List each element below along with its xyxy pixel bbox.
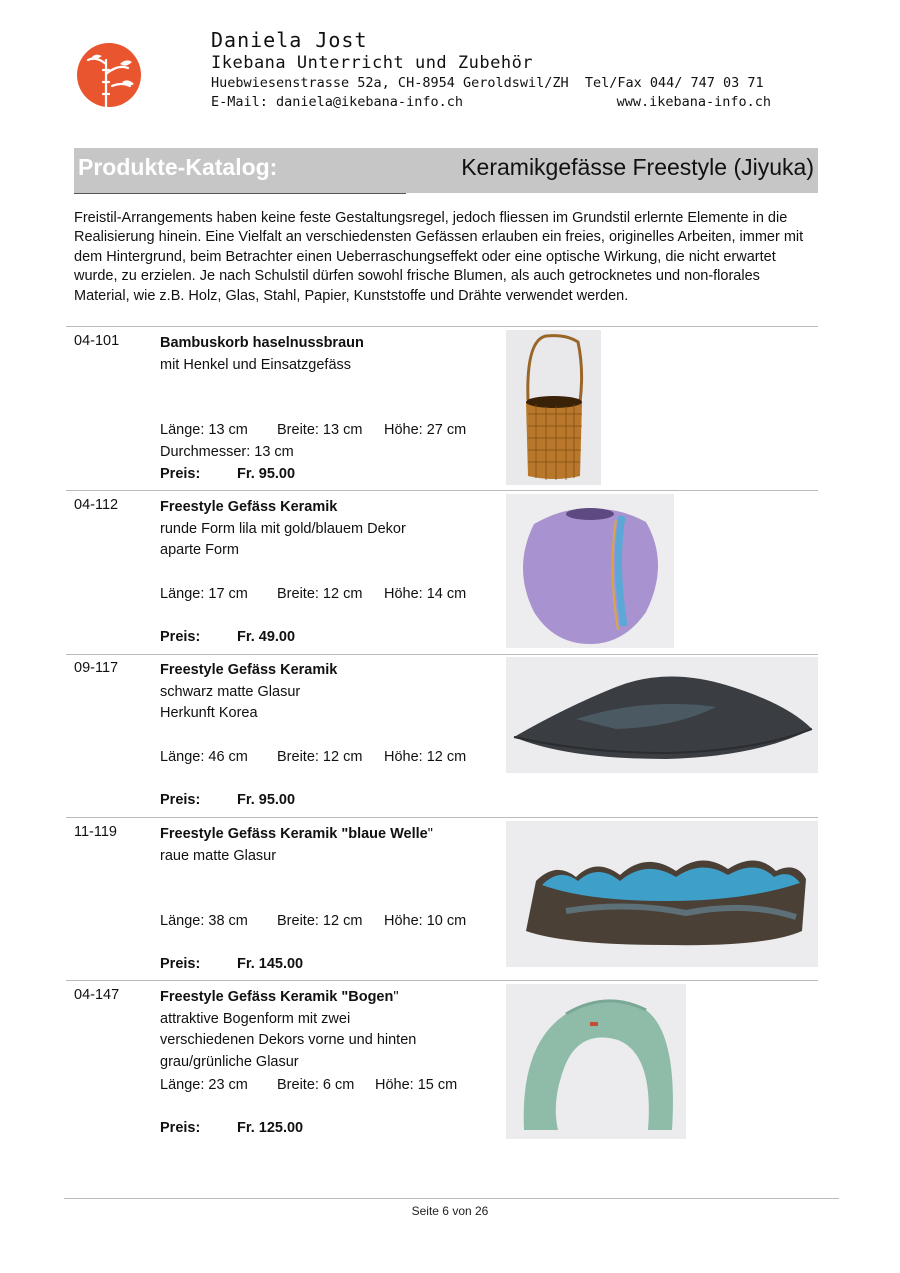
product-code: 04-147: [74, 987, 120, 1003]
dim-width: Breite: 12 cm: [277, 586, 363, 602]
product-line: runde Form lila mit gold/blauem Dekor: [160, 520, 406, 537]
product-row: [74, 660, 818, 816]
dim-length: Länge: 38 cm: [160, 913, 248, 929]
dim-height: Höhe: 15 cm: [375, 1077, 458, 1093]
dim-width: Breite: 6 cm: [277, 1077, 355, 1093]
product-dimensions: [160, 1077, 457, 1093]
catalog-label: Produkte-Katalog:: [78, 154, 278, 180]
price-value: Fr. 49.00: [237, 629, 296, 645]
product-title: [160, 824, 500, 846]
email-link[interactable]: E-Mail: daniela@ikebana-info.ch: [211, 94, 463, 110]
company-address: Huebwiesenstrasse 52a, CH-8954 Geroldswil/ZH Tel/Fax 044/ 747 03 71: [211, 75, 764, 91]
dim-width: Breite: 13 cm: [277, 422, 363, 438]
letterhead: [211, 28, 771, 112]
product-photo-lilac-vase: [506, 494, 674, 648]
product-line: aparte Form: [160, 542, 239, 558]
product-description: [160, 660, 500, 725]
price-label: Preis:: [160, 792, 201, 808]
product-price: [160, 629, 295, 645]
product-photo-bamboo-basket: [506, 330, 601, 485]
dim-length: Länge: 46 cm: [160, 749, 248, 765]
product-photo-black-boat-vessel: [506, 657, 818, 773]
dim-width: Breite: 12 cm: [277, 913, 363, 929]
product-code: 09-117: [74, 660, 119, 676]
product-title: Freestyle Gefäss Keramik: [160, 499, 338, 515]
ikebana-logo: [76, 30, 142, 120]
product-code: 11-119: [74, 824, 117, 840]
product-price: [160, 956, 303, 972]
product-dimensions: [160, 422, 466, 438]
dim-height: Höhe: 12 cm: [384, 749, 467, 765]
product-price: [160, 466, 295, 482]
intro-paragraph: Freistil-Arrangements haben keine feste Gestaltungsregel, jedoch fliessen im Grundstil erlernte Elemente in die Realisierung hinein. Eine Vielfalt an verschiedensten Gefässen erlauben ein freies, originelles Arbeiten, immer mit dem Hintergrund, beim Betrachter einen Ueberraschungseffekt oder eine optische Wirkung, die nicht erwartet wurde, zu erzielen. Je nach Schulstil dürfen sowohl frische Blumen, als auch getrocknetes und non-florales Material, wie z.B. Holz, Glas, Stahl, Papier, Kunststoffe und Drähte verwendet werden.: [74, 210, 804, 304]
product-photo-green-arch-vessel: [506, 984, 686, 1139]
title-text: Freestyle Gefäss Keramik ": [160, 989, 349, 1005]
product-title: Bambuskorb haselnussbraun: [160, 335, 364, 351]
title-band: [74, 148, 818, 193]
product-description: [160, 824, 500, 867]
product-title: [160, 987, 500, 1009]
dim-height: Höhe: 27 cm: [384, 422, 467, 438]
dim-length: Länge: 13 cm: [160, 422, 248, 438]
product-line: verschiedenen Dekors vorne und hinten: [160, 1032, 417, 1048]
divider: [66, 326, 818, 327]
price-label: Preis:: [160, 629, 201, 645]
page-number: Seite 6 von 26: [411, 1204, 489, 1218]
product-dimensions: [160, 749, 466, 765]
dim-length: Länge: 17 cm: [160, 586, 248, 602]
website-link[interactable]: www.ikebana-info.ch: [616, 94, 771, 110]
title-end: ": [393, 989, 399, 1005]
price-label: Preis:: [160, 466, 201, 482]
product-price: [160, 792, 295, 808]
company-name: Daniela Jost: [211, 28, 368, 52]
product-line: raue matte Glasur: [160, 847, 277, 864]
divider: [66, 817, 818, 818]
product-row: [74, 333, 818, 489]
price-label: Preis:: [160, 1120, 201, 1136]
divider: [66, 490, 818, 491]
product-row: [74, 497, 818, 653]
product-dimensions: [160, 913, 466, 929]
product-line: schwarz matte Glasur: [160, 683, 301, 700]
price-value: Fr. 95.00: [237, 466, 296, 482]
product-row: [74, 824, 818, 980]
section-title: Keramikgefässe Freestyle (Jiyuka): [461, 154, 814, 180]
title-accent: blaue Welle: [348, 826, 428, 842]
divider: [66, 980, 818, 981]
company-subtitle: Ikebana Unterricht und Zubehör: [211, 53, 534, 73]
product-description: [160, 333, 500, 376]
product-photo-blue-wave-vessel: [506, 821, 818, 967]
product-dimensions: [160, 586, 466, 602]
product-description: [160, 497, 500, 562]
title-text: Freestyle Gefäss Keramik ": [160, 826, 349, 842]
product-description: [160, 987, 500, 1073]
product-line: Herkunft Korea: [160, 705, 258, 721]
product-price: [160, 1120, 303, 1136]
product-code: 04-101: [74, 333, 120, 349]
price-value: Fr. 95.00: [237, 792, 296, 808]
price-value: Fr. 125.00: [237, 1120, 304, 1136]
product-line: attraktive Bogenform mit zwei: [160, 1010, 351, 1027]
band-divider: [74, 193, 406, 194]
divider: [66, 654, 818, 655]
product-title: Freestyle Gefäss Keramik: [160, 662, 338, 678]
dim-length: Länge: 23 cm: [160, 1077, 248, 1093]
dim-height: Höhe: 10 cm: [384, 913, 467, 929]
dim-height: Höhe: 14 cm: [384, 586, 467, 602]
product-code: 04-112: [74, 497, 119, 513]
dim-diameter: Durchmesser: 13 cm: [160, 444, 294, 460]
price-value: Fr. 145.00: [237, 956, 304, 972]
title-accent: Bogen: [348, 989, 394, 1005]
footer-divider: [64, 1198, 839, 1199]
price-label: Preis:: [160, 956, 201, 972]
product-line: mit Henkel und Einsatzgefäss: [160, 356, 352, 373]
title-end: ": [427, 826, 433, 842]
dim-width: Breite: 12 cm: [277, 749, 363, 765]
product-row: [74, 987, 818, 1147]
product-line: grau/grünliche Glasur: [160, 1053, 299, 1070]
